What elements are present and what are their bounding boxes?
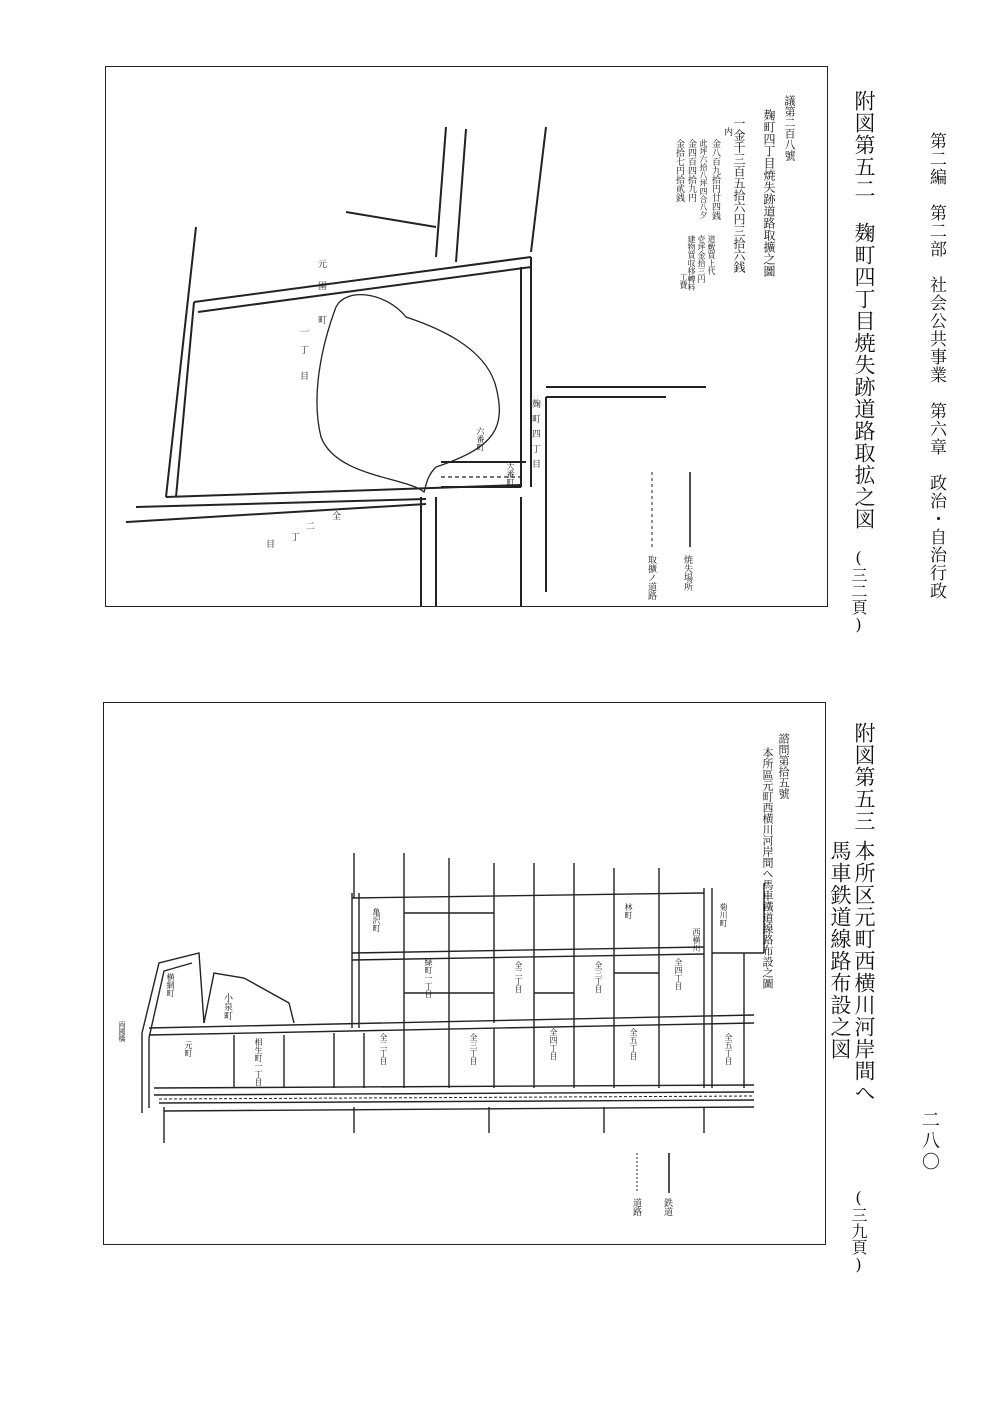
fig53-label-midori4: 全四丁目 — [674, 958, 683, 990]
fig52-item1: 金八百九拾円廿四銭 — [710, 139, 720, 220]
figure-53-caption-1: 附図第五三 — [852, 722, 876, 832]
fig53-doc-title: 本所區元町西横川河岸間へ馬車鐵道線路布設之圖 — [761, 747, 774, 989]
figure-53-ref: (三九頁) — [849, 1188, 868, 1274]
label-1: 一 — [300, 328, 310, 338]
fig52-label-d: 工費 — [679, 273, 688, 289]
label-k4-2: 町 — [532, 415, 542, 425]
fig53-label-motomachi: 元町 — [184, 1041, 193, 1057]
label-motozono-3: 町 — [318, 316, 328, 326]
label-k2-4: 目 — [266, 540, 276, 550]
fig53-legend-road: 道路 — [631, 1198, 641, 1216]
figure-53-caption-3: 馬車鉄道線路布設之図 — [828, 840, 852, 1060]
label-motozono-2: 園 — [318, 282, 328, 292]
fig52-item3: 金拾七円拾貮銭 — [674, 139, 684, 202]
label-k2-1: 全 — [332, 512, 342, 522]
fig53-label-midori3: 全三丁目 — [594, 961, 603, 993]
fig53-label-yokoami: 横網町 — [166, 973, 175, 997]
fig53-label-midori5: 全五丁目 — [724, 1033, 733, 1065]
running-header: 第二編 第二部 社会公共事業 第六章 政治・自治行政 — [926, 132, 946, 600]
label-k4-5: 目 — [532, 460, 542, 470]
figure-52-map — [106, 67, 829, 608]
fig53-legend-rail: 鉄道 — [662, 1198, 672, 1216]
fig53-label-aioi4: 全四丁目 — [549, 1028, 558, 1060]
fig53-label-aioi5: 全五丁目 — [629, 1028, 638, 1060]
fig53-label-midori1: 緑町一丁目 — [424, 958, 433, 998]
figure-53-frame — [103, 702, 826, 1245]
fig53-label-bridge: 両國橋 — [118, 1021, 126, 1042]
label-3: 目 — [300, 372, 310, 382]
fig53-label-kamezawa: 亀沢町 — [372, 908, 381, 932]
fig53-label-aioi2: 全二丁目 — [379, 1033, 388, 1065]
fig53-label-kikukawa: 菊川町 — [719, 903, 728, 927]
figure-52-ref: (三二頁) — [849, 548, 868, 634]
fig53-doc-no: 諮問第拾五號 — [777, 733, 790, 799]
fig52-legend-burnt: 焼失場所 — [682, 555, 692, 591]
figure-53-caption-2: 本所区元町西横川河岸間へ — [852, 840, 876, 1104]
fig52-item1-detail: 此坪六拾八坪四合八夕 — [699, 139, 708, 219]
label-k2-3: 丁 — [291, 533, 301, 543]
fig52-label-b: 壱坪金拾三円 — [697, 235, 706, 283]
label-motozono: 元 — [318, 260, 328, 270]
fig52-doc-no: 議第二百八號 — [783, 95, 796, 161]
fig52-label-a: 道敷買上代 — [707, 235, 716, 275]
page-number: 二八〇 — [919, 1110, 940, 1173]
fig53-label-midori2: 全二丁目 — [514, 961, 523, 993]
fig53-label-hayashi: 林町 — [624, 903, 633, 919]
fig53-label-west-river: 西横川 — [692, 928, 701, 952]
label-k4-4: 丁 — [532, 445, 542, 455]
fig52-uchi: 内 — [722, 127, 732, 136]
fig52-total: 一金千三百五拾六円三拾六銭 — [732, 117, 746, 273]
label-k4-1: 麹 — [532, 400, 542, 410]
label-2: 丁 — [300, 346, 310, 356]
fig52-item2: 金四百四拾九円 — [686, 139, 696, 202]
fig52-doc-title: 麹町四丁目焼失跡道路取擴之圖 — [762, 109, 776, 277]
figure-52-frame — [105, 66, 828, 607]
fig53-label-koizumi: 小泉町 — [222, 993, 232, 1020]
label-k4-3: 四 — [532, 430, 542, 440]
fig52-label-6bancho: 六番町 — [476, 427, 485, 451]
fig53-label-aioi3: 全三丁目 — [469, 1033, 478, 1065]
fig52-label-oobancho: 大番町 — [506, 462, 515, 486]
fig52-label-c: 建物買収移轉料 — [687, 235, 696, 291]
figure-53-map — [104, 703, 827, 1246]
fig53-label-aioi1: 相生町一丁目 — [254, 1038, 263, 1086]
fig52-legend-road: 取擴ノ道路 — [646, 555, 656, 600]
figure-52-caption: 附図第五二 麹町四丁目焼失跡道路取拡之図 — [852, 90, 876, 530]
label-k2-2: 二 — [306, 522, 316, 532]
